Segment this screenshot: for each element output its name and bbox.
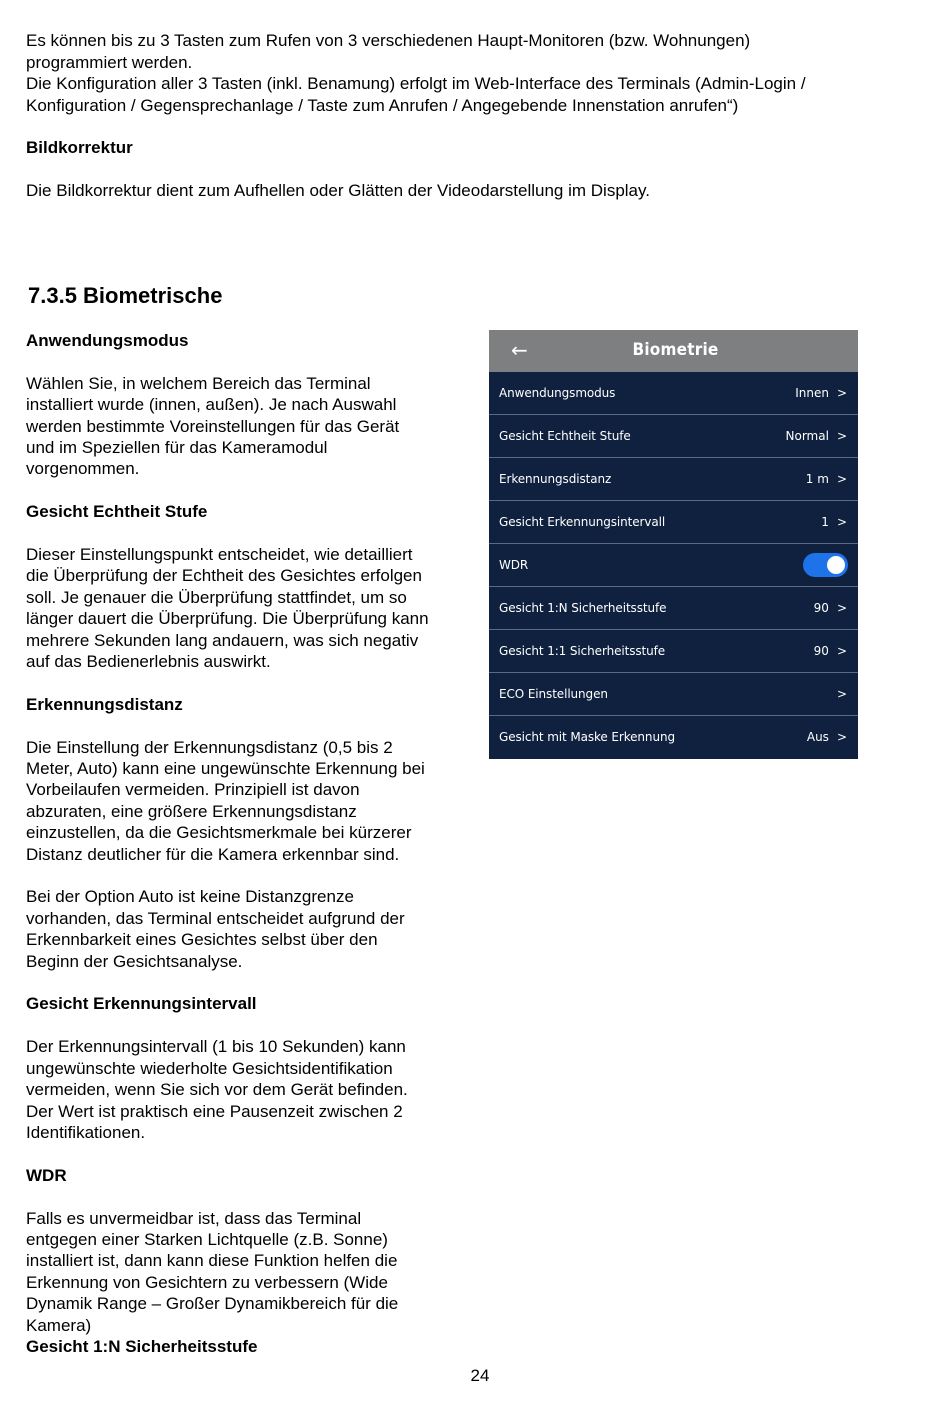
row-value: 90 bbox=[813, 601, 829, 615]
intro-line: Konfiguration / Gegensprechanlage / Taste zum Anrufen / Angegebende Innenstation anrufen“) bbox=[26, 95, 739, 115]
intro-line: Es können bis zu 3 Tasten zum Rufen von 3 verschiedenen Haupt-Monitoren (bzw. Wohnungen) bbox=[26, 31, 751, 50]
text-line: Erkennbarkeit eines Gesichtes selbst über den bbox=[26, 930, 378, 950]
intro-line: Die Konfiguration aller 3 Tasten (inkl. Benamung) erfolgt im Web-Interface des Terminals (Admin-Login / bbox=[26, 74, 806, 93]
row-label: Anwendungsmodus bbox=[499, 386, 616, 400]
row-label: Gesicht 1:N Sicherheitsstufe bbox=[499, 601, 667, 615]
row-value: Innen bbox=[795, 386, 829, 400]
settings-row-anwendungsmodus[interactable] bbox=[489, 372, 858, 415]
chevron-right-icon: > bbox=[836, 687, 847, 701]
settings-row-erkennungsintervall[interactable] bbox=[489, 501, 858, 544]
text-line: und im Speziellen für das Kameramodul bbox=[26, 438, 328, 458]
intro-line: programmiert werden. bbox=[26, 52, 193, 72]
wdr-toggle[interactable] bbox=[803, 553, 848, 577]
text-line: Meter, Auto) kann eine ungewünschte Erkennung bei bbox=[26, 759, 425, 779]
toggle-knob bbox=[827, 556, 845, 574]
back-arrow-icon[interactable]: ← bbox=[511, 338, 528, 362]
section-heading: Gesicht Erkennungsintervall bbox=[26, 994, 257, 1014]
chevron-right-icon: > bbox=[836, 386, 847, 400]
section-title: 7.3.5 Biometrische bbox=[28, 283, 223, 308]
text-line: entgegen einer Starken Lichtquelle (z.B. Sonne) bbox=[26, 1229, 388, 1249]
text-line: abzuraten, eine größere Erkennungsdistanz bbox=[26, 801, 357, 821]
section-heading: Erkennungsdistanz bbox=[26, 694, 183, 714]
text-line: vorhanden, das Terminal entscheidet aufgrund der bbox=[26, 908, 405, 928]
section-heading: Anwendungsmodus bbox=[26, 331, 189, 350]
section-heading: Gesicht 1:N Sicherheitsstufe bbox=[26, 1336, 258, 1356]
page-number: 24 bbox=[470, 1366, 490, 1385]
text-line: die Überprüfung der Echtheit des Gesichtes erfolgen bbox=[26, 566, 422, 586]
section-heading: Gesicht Echtheit Stufe bbox=[26, 502, 208, 522]
text-line: einzustellen, da die Gesichtsmerkmale bei kürzerer bbox=[26, 823, 412, 843]
settings-row-echtheit-stufe[interactable] bbox=[489, 415, 858, 458]
chevron-right-icon: > bbox=[836, 472, 847, 486]
row-label: Gesicht Erkennungsintervall bbox=[499, 515, 666, 529]
text-line: Wählen Sie, in welchem Bereich das Terminal bbox=[26, 373, 371, 393]
text-line: vermeiden, wenn Sie sich vor dem Gerät befinden. bbox=[26, 1080, 408, 1100]
text-line: Vorbeilaufen vermeiden. Prinzipiell ist davon bbox=[26, 780, 360, 800]
text-line: Beginn der Gesichtsanalyse. bbox=[26, 951, 243, 971]
row-value: Aus bbox=[806, 730, 829, 744]
text-line: Distanz deutlicher für die Kamera erkennbar sind. bbox=[26, 844, 400, 864]
row-value: 1 bbox=[821, 515, 829, 529]
text-line: Kamera) bbox=[26, 1315, 92, 1335]
text-line: Der Erkennungsintervall (1 bis 10 Sekunden) kann bbox=[26, 1037, 406, 1057]
text-line: vorgenommen. bbox=[26, 459, 140, 479]
settings-row-1n-sicherheitsstufe[interactable] bbox=[489, 587, 858, 630]
row-label: Erkennungsdistanz bbox=[499, 472, 612, 486]
device-header bbox=[489, 330, 858, 372]
row-label: Gesicht 1:1 Sicherheitsstufe bbox=[499, 644, 666, 658]
chevron-right-icon: > bbox=[836, 515, 847, 529]
text-line: Falls es unvermeidbar ist, dass das Terminal bbox=[26, 1208, 362, 1228]
settings-row-eco[interactable] bbox=[489, 673, 858, 716]
text-line: soll. Je genauer die Überprüfung stattfindet, um so bbox=[26, 587, 407, 607]
intro-text bbox=[26, 30, 906, 201]
text-line: installiert ist, dann kann diese Funktion helfen die bbox=[26, 1251, 398, 1271]
text-line: mehrere Sekunden lang andauern, was sich negativ bbox=[26, 630, 419, 650]
text-line: Identifikationen. bbox=[26, 1122, 146, 1142]
row-label: Gesicht Echtheit Stufe bbox=[499, 429, 631, 443]
settings-row-wdr bbox=[489, 544, 858, 587]
settings-row-maske-erkennung[interactable] bbox=[489, 716, 858, 758]
chevron-right-icon: > bbox=[836, 429, 847, 443]
row-label: Gesicht mit Maske Erkennung bbox=[499, 730, 675, 744]
row-value: 90 bbox=[813, 644, 829, 658]
biometric-description bbox=[26, 330, 476, 1357]
text-line: ungewünschte wiederholte Gesichtsidentifikation bbox=[26, 1058, 393, 1078]
text-line: Dynamik Range – Großer Dynamikbereich für die bbox=[26, 1294, 399, 1314]
bildkorrektur-text: Die Bildkorrektur dient zum Aufhellen oder Glätten der Videodarstellung im Display. bbox=[26, 180, 650, 200]
bildkorrektur-heading: Bildkorrektur bbox=[26, 138, 133, 157]
chevron-right-icon: > bbox=[836, 644, 847, 658]
row-value: 1 m bbox=[805, 472, 829, 486]
text-line: Erkennung von Gesichtern zu verbessern (Wide bbox=[26, 1272, 388, 1292]
device-title: Biometrie bbox=[632, 340, 719, 360]
row-value: Normal bbox=[785, 429, 829, 443]
text-line: Bei der Option Auto ist keine Distanzgrenze bbox=[26, 887, 354, 907]
section-heading: WDR bbox=[26, 1165, 67, 1185]
settings-row-11-sicherheitsstufe[interactable] bbox=[489, 630, 858, 673]
text-line: Dieser Einstellungspunkt entscheidet, wie detailliert bbox=[26, 545, 413, 565]
text-line: Die Einstellung der Erkennungsdistanz (0,5 bis 2 bbox=[26, 737, 393, 757]
chevron-right-icon: > bbox=[836, 601, 847, 615]
text-line: Der Wert ist praktisch eine Pausenzeit zwischen 2 bbox=[26, 1101, 403, 1121]
row-label: ECO Einstellungen bbox=[499, 687, 608, 701]
settings-row-erkennungsdistanz[interactable] bbox=[489, 458, 858, 501]
text-line: länger dauert die Überprüfung. Die Überprüfung kann bbox=[26, 609, 429, 629]
text-line: auf das Bedienerlebnis auswirkt. bbox=[26, 652, 271, 672]
biometrie-settings-screenshot bbox=[489, 330, 858, 759]
text-line: installiert wurde (innen, außen). Je nach Auswahl bbox=[26, 395, 397, 415]
text-line: werden bestimmte Voreinstellungen für das Gerät bbox=[26, 416, 400, 436]
row-label: WDR bbox=[499, 558, 529, 572]
chevron-right-icon: > bbox=[836, 730, 847, 744]
